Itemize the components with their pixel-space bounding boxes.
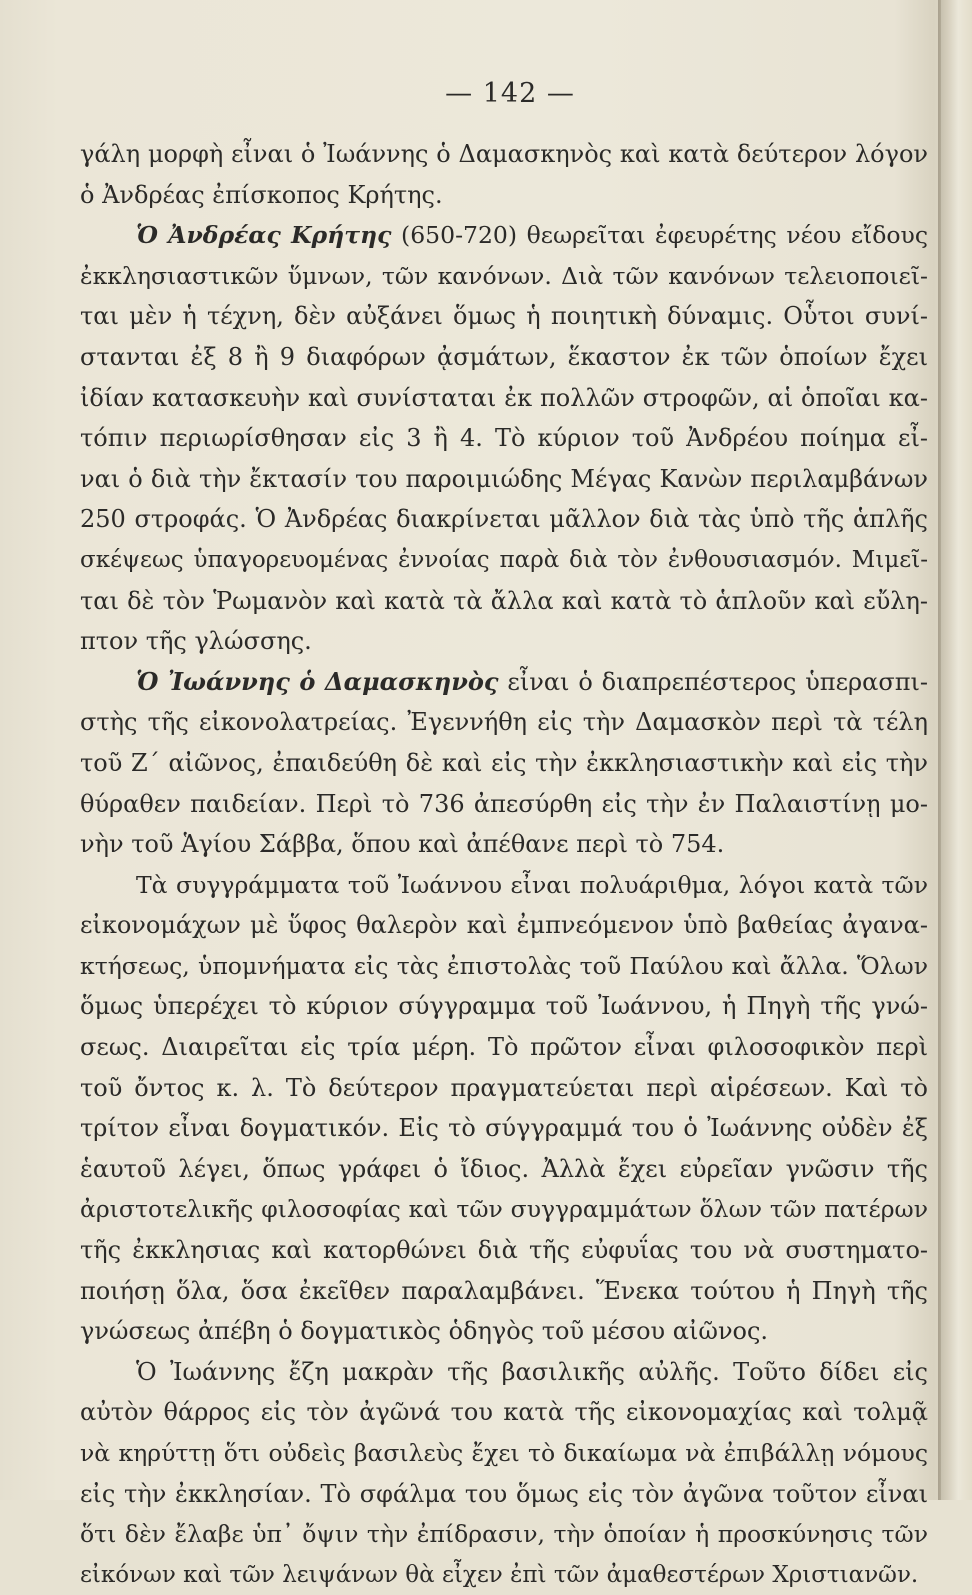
text-line: ται δὲ τὸν Ῥωμανὸν καὶ κατὰ τὰ ἄλλα καὶ κατὰ τὸ ἁπλοῦν καὶ εὔλη- [80,586,928,615]
text-line: πτον τῆς γλώσσης. [80,627,312,656]
text-line: ὁ Ἀνδρέας ἐπίσκοπος Κρήτης. [80,180,443,209]
text-line: τῆς ἐκκλησιας καὶ κατορθώνει διὰ τῆς εὐφυΐας του νὰ συστηματο- [80,1236,928,1265]
text-line: ἐκκλησιαστικῶν ὕμνων, τῶν κανόνων. Διὰ τῶν κανόνων τελειοποιεῖ- [80,261,928,290]
text-line: γάλη μορφὴ εἶναι ὁ Ἰωάννης ὁ Δαμασκηνὸς καὶ κατὰ δεύτερον λόγον [80,140,928,168]
text-line: εἰκόνων καὶ τῶν λειψάνων θὰ εἶχεν ἐπὶ τῶν ἀμαθεστέρων Χριστιανῶν. [80,1561,919,1588]
section-heading-name: Ὁ Ἀνδρέας Κρήτης [136,221,392,250]
text-line: σκέψεως ὑπαγορευομένας ἐννοίας παρὰ διὰ τὸν ἐνθουσιασμόν. Μιμεῖ- [80,546,928,573]
text-line: εἰς τὴν ἐκκλησίαν. Τὸ σφάλμα του ὅμως εἰς τὸν ἀγῶνα τοῦτον εἶναι [80,1479,928,1508]
text-line: στὴς τῆς εἰκονολατρείας. Ἐγεννήθη εἰς τὴν Δαμασκὸν περὶ τὰ τέλη [80,708,928,737]
text-line: 250 στροφάς. Ὁ Ἀνδρέας διακρίνεται μᾶλλον διὰ τὰς ὑπὸ τῆς ἁπλῆς [80,505,928,534]
text-line: Ὁ Ἰωάννης ἔζη μακρὰν τῆς βασιλικῆς αὐλῆς. Τοῦτο δίδει εἰς [136,1357,928,1386]
page-number: — 142 — [445,78,575,109]
text-line [80,662,928,703]
text-line: ὅμως ὑπερέχει τὸ κύριον σύγγραμμα τοῦ Ἰωάννου, ἡ Πηγὴ τῆς γνώ- [80,992,928,1021]
text-line-rest: (650-720) θεωρεῖται ἐφευρέτης νέου εἴδους [391,221,928,250]
text-line: αὐτὸν θάρρος εἰς τὸν ἀγῶνά του κατὰ τῆς εἰκονομαχίας καὶ τολμᾷ [80,1398,928,1427]
text-line: ἀριστοτελικῆς φιλοσοφίας καὶ τῶν συγγραμμάτων ὅλων τῶν πατέρων [80,1195,928,1224]
page-edge [938,0,972,1500]
text-line: νὰ κηρύττῃ ὅτι οὐδεὶς βασιλεὺς ἔχει τὸ δικαίωμα νὰ ἐπιβάλλῃ νόμους [80,1439,928,1467]
text-line [80,215,928,256]
text-line: ται μὲν ἡ τέχνη, δὲν αὐξάνει ὅμως ἡ ποιητικὴ δύναμις. Οὗτοι συνί- [80,302,928,331]
text-line: ἰδίαν κατασκευὴν καὶ συνίσταται ἐκ πολλῶν στροφῶν, αἱ ὁποῖαι κα- [80,383,928,412]
text-line: τρίτον εἶναι δογματικόν. Εἰς τὸ σύγγραμμά του ὁ Ἰωάννης οὐδὲν ἐξ [80,1114,928,1143]
text-line: νὴν τοῦ Ἁγίου Σάββα, ὅπου καὶ ἀπέθανε περὶ τὸ 754. [80,830,725,859]
text-line: Τὰ συγγράμματα τοῦ Ἰωάννου εἶναι πολυάριθμα, λόγοι κατὰ τῶν [136,870,928,899]
body-text [80,134,928,1595]
text-line: κτήσεως, ὑπομνήματα εἰς τὰς ἐπιστολὰς τοῦ Παύλου καὶ ἄλλα. Ὅλων [80,951,928,980]
text-line: ναι ὁ διὰ τὴν ἔκτασίν του παροιμιώδης Μέγας Κανὼν περιλαμβάνων [80,464,928,493]
text-line: γνώσεως ἀπέβη ὁ δογματικὸς ὁδηγὸς τοῦ μέσου αἰῶνος. [80,1317,769,1346]
text-line: ποιήσῃ ὅλα, ὅσα ἐκεῖθεν παραλαμβάνει. Ἕνεκα τούτου ἡ Πηγὴ τῆς [80,1276,928,1305]
text-line: ὅτι δὲν ἔλαβε ὑπ᾽ ὄψιν τὴν ἐπίδρασιν, τὴν ὁποίαν ἡ προσκύνησις τῶν [80,1520,928,1549]
text-line: τοῦ ὄντος κ. λ. Τὸ δεύτερον πραγματεύεται περὶ αἱρέσεων. Καὶ τὸ [80,1073,928,1102]
text-line: ἑαυτοῦ λέγει, ὅπως γράφει ὁ ἴδιος. Ἀλλὰ ἔχει εὐρεῖαν γνῶσιν τῆς [80,1154,928,1183]
section-heading-name: Ὁ Ἰωάννης ὁ Δαμασκηνὸς [136,666,499,696]
text-line: στανται ἐξ 8 ἢ 9 διαφόρων ᾀσμάτων, ἕκαστον ἐκ τῶν ὁποίων ἔχει [80,342,928,371]
text-line: τόπιν περιωρίσθησαν εἰς 3 ἢ 4. Τὸ κύριον τοῦ Ἀνδρέου ποίημα εἶ- [80,424,928,453]
text-line: τοῦ Ζ΄ αἰῶνος, ἐπαιδεύθη δὲ καὶ εἰς τὴν ἐκκλησιαστικὴν καὶ εἰς τὴν [80,748,928,777]
text-line: σεως. Διαιρεῖται εἰς τρία μέρη. Τὸ πρῶτον εἶναι φιλοσοφικὸν περὶ [80,1033,928,1062]
text-line-rest: εἶναι ὁ διαπρεπέστερος ὑπερασπι- [498,667,928,696]
text-line: εἰκονομάχων μὲ ὕφος θαλερὸν καὶ ἐμπνεόμενον ὑπὸ βαθείας ἀγανα- [80,911,928,940]
text-line: θύραθεν παιδείαν. Περὶ τὸ 736 ἀπεσύρθη εἰς τὴν ἐν Παλαιστίνῃ μο- [80,789,928,818]
